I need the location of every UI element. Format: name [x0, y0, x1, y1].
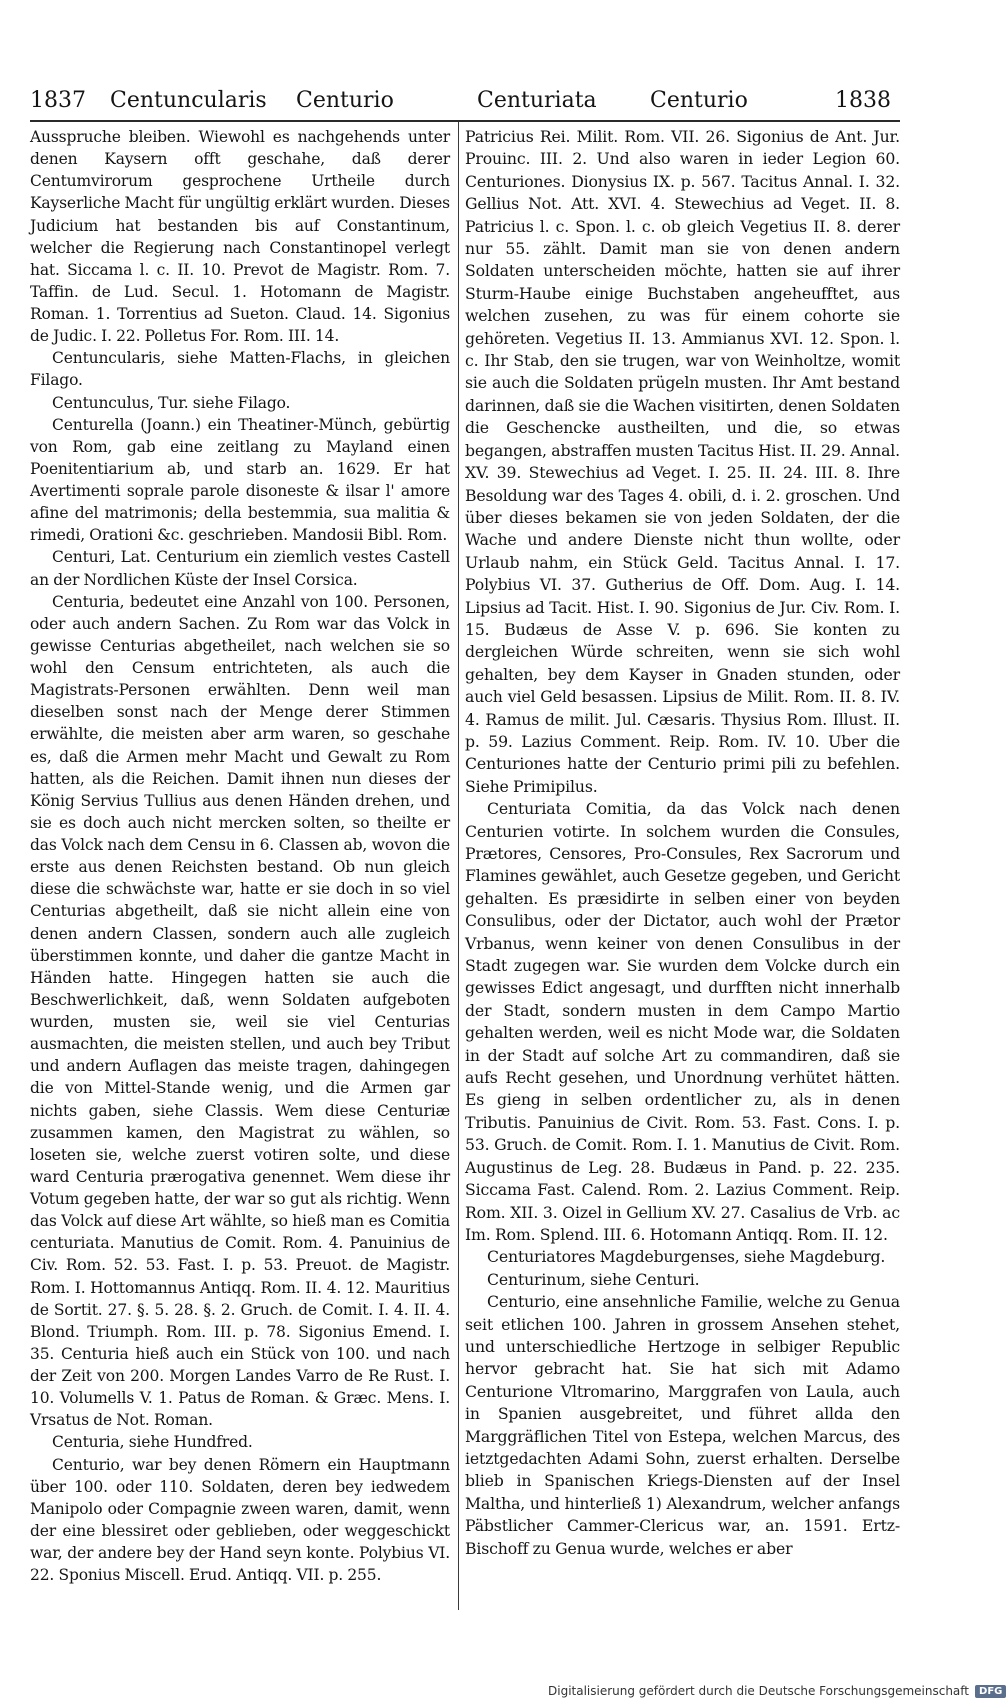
- right-column-entry: Patricius Rei. Milit. Rom. VII. 26. Sigonius de Ant. Jur. Prouinc. III. 2. Und also waren in ieder Legion 60. Centuriones. Dionysius IX. p. 567. Tacitus Annal. I. 32. Gellius Not. Att. XVI. 4. Stewechius ad Veget. II. 8. Patricius l. c. Spon. l. c. ob gleich Vegetius II. 8. derer nur 55. zählt. Damit man sie von denen andern Soldaten unterscheiden möchte, hatten sie auf ihrer Sturm-Haube einige Buchstaben angeheufftet, aus welchen zusehen, zu was für einem cohorte sie gehöreten. Vegetius II. 13. Ammianus XVI. 12. Spon. l. c. Ihr Stab, den sie trugen, war von Weinholtze, womit sie auch die Soldaten prügeln musten. Ihr Amt bestand darinnen, daß sie die Wachen visitirten, denen Soldaten die Geschencke austheilten, und die, so etwas begangen, abstraffen musten Tacitus Hist. II. 29. Annal. XV. 39. Stewechius ad Veget. I. 25. II. 24. III. 8. Ihre Besoldung war des Tages 4. obili, d. i. 2. groschen. Und über dieses bekamen sie von jeden Soldaten, der die Wache und andere Dienste nicht thun wollte, oder Urlaub nahm, ein Stück Geld. Tacitus Annal. I. 17. Polybius VI. 37. Gutherius de Off. Dom. Aug. I. 14. Lipsius ad Tacit. Hist. I. 90. Sigonius de Jur. Civ. Rom. I. 15. Budæus de Asse V. p. 696. Sie konten zu dergleichen Würde schreiten, wenn sie sich wohl gehalten, bey dem Kayser in Gnaden stunden, oder auch viel Geld besassen. Lipsius de Milit. Rom. II. 8. IV. 4. Ramus de milit. Jul. Cæsaris. Thysius Rom. Illust. II. p. 59. Lazius Comment. Reip. Rom. IV. 10. Uber die Centuriones hatte der Centurio primi pili zu befehlen. Siehe Primipilus.: [465, 127, 900, 796]
- footer-credit: [548, 1684, 1003, 1702]
- right-column: [465, 126, 900, 1560]
- column-divider: [458, 122, 459, 1610]
- left-column-entry: Centuria, siehe Hundfred.: [52, 1433, 253, 1452]
- left-column-entry: Centuria, bedeutet eine Anzahl von 100. Personen, oder auch andern Sachen. Zu Rom war das Volck in gewisse Centurias abgetheilet, nach welchen sie so wohl den Censum entrichteten, als auch die Magistrats-Personen erwählten. Denn weil man dieselben sonst nach der Menge derer Stimmen erwählte, die meisten aber arm waren, so geschahe es, daß die Armen mehr Macht und Gewalt zu Rom hatten, als die Reichen. Damit ihnen nun dieses der König Servius Tullius aus denen Händen drehen, und sie es doch auch nicht mercken solten, so theilte er das Volck nach dem Censu in 6. Classen ab, wovon die erste aus denen Reichsten bestand. Ob nun gleich diese die schwächste war, hatte er sie doch in so viel Centurias abgetheilt, daß sie nicht allein eine von denen andern Classen, sondern auch alle zugleich überstimmen konnte, und daher die gantze Macht in Händen hatte. Hingegen hatten sie auch die Beschwerlichkeit, daß, wenn Soldaten aufgeboten wurden, musten sie, weil sie viel Centurias ausmachten, die meisten stellen, und auch bey Tribut und andern Auflagen das meiste tragen, dahingegen die von Mittel-Stande wenig, und die Armen gar nichts gaben, siehe Classis. Wem diese Centuriæ zusammen kamen, den Magistrat zu wählen, so loseten sie, welche zuerst votiren solte, und diese ward Centuria prærogativa genennet. Wem diese ihr Votum gegeben hatte, der war so gut als richtig. Wenn das Volck auf diese Art wählte, so hieß man es Comitia centuriata. Manutius de Comit. Rom. 4. Panuinius de Civ. Rom. 52. 53. Fast. I. p. 53. Preuot. de Magistr. Rom. I. Hottomannus Antiqq. Rom. II. 4. 12. Mauritius de Sortit. 27. §. 5. 28. §. 2. Gruch. de Comit. I. 4. II. 4. Blond. Triumph. Rom. III. p. 78. Sigonius Emend. I. 35. Centuria hieß auch ein Stück von 100. und nach der Zeit von 200. Morgen Landes Varro de Re Rust. I. 10. Volumells V. 1. Patus de Roman. & Græc. Mens. I. Vrsatus de Not. Roman.: [30, 592, 450, 1430]
- right-column-entry: Centuriata Comitia, da das Volck nach denen Centurien votirte. In solchem wurden die Consules, Prætores, Censores, Pro-Consules, Rex Sacrorum und Flamines gewählet, auch Gesetze gegeben, und Gericht gehalten. Es præsidirte in selben einer von beyden Consulibus, oder der Dictator, auch wohl der Prætor Vrbanus, wenn keiner von denen Consulibus in der Stadt zugegen war. Sie wurden dem Volcke durch ein gewisses Edict angesagt, und durfften nicht innerhalb der Stadt, sondern musten in dem Campo Martio gehalten werden, weil es nicht Mode war, die Soldaten in der Stadt auf solche Art zu commandiren, daß sie aufs Recht gesehen, und Unordnung verhütet hätten. Es gieng in selben ordentlicher zu, als in denen Tributis. Panuinius de Civit. Rom. 53. Fast. Cons. I. p. 53. Gruch. de Comit. Rom. I. 1. Manutius de Civit. Rom. Augustinus de Leg. 28. Budæus in Pand. p. 22. 235. Siccama Fast. Calend. Rom. 2. Lazius Comment. Reip. Rom. XII. 3. Oizel in Gellium XV. 27. Casalius de Vrb. ac Im. Rom. Splend. III. 6. Hotomann Antiqq. Rom. II. 12.: [465, 799, 900, 1244]
- footer-text: Digitalisierung gefördert durch die Deutsche Forschungsgemeinschaft: [548, 1684, 970, 1698]
- header-word-1: Centuncularis: [110, 88, 267, 113]
- left-column-entry: Centurio, war bey denen Römern ein Hauptmann über 100. oder 110. Soldaten, deren bey iedwedem Manipolo oder Compagnie zween waren, damit, wenn der eine blessiret oder geblieben, oder weggeschickt war, der andere bey der Hand seyn konte. Polybius VI. 22. Sponius Miscell. Erud. Antiqq. VII. p. 255.: [30, 1455, 450, 1585]
- page-number-right: 1838: [835, 88, 891, 113]
- header-word-2: Centurio: [296, 88, 394, 113]
- dfg-logo-icon: DFG: [975, 1685, 1006, 1698]
- right-column-entry: Centuriatores Magdeburgenses, siehe Magdeburg.: [487, 1247, 886, 1267]
- left-column-entry: Centuncularis, siehe Matten-Flachs, in gleichen Filago.: [30, 349, 450, 390]
- header-word-4: Centurio: [650, 88, 748, 113]
- header-word-3: Centuriata: [477, 88, 597, 113]
- header-rule: [30, 120, 900, 122]
- left-column-entry: Centuri, Lat. Centurium ein ziemlich vestes Castell an der Nordlichen Küste der Insel Corsica.: [30, 548, 450, 589]
- right-column-entry: Centurio, eine ansehnliche Familie, welche zu Genua seit etlichen 100. Jahren in grossem Ansehen stehet, und unterschiedliche Hertzoge in selbiger Republic hervor gebracht hat. Sie hat sich mit Adamo Centurione Vltromarino, Marggrafen von Laula, auch in Spanien ausgebreitet, und führet allda den Marggräflichen Titel von Estepa, welchen Marcus, des ietztgedachten Adami Sohn, zuerst erhalten. Derselbe blieb in Spanischen Kriegs-Diensten auf der Insel Maltha, und hinterließ 1) Alexandrum, welcher anfangs Päbstlicher Cammer-Clericus war, an. 1591. Ertz-Bischoff zu Genua wurde, welches er aber: [465, 1292, 900, 1558]
- left-column-entry: Centurella (Joann.) ein Theatiner-Münch, gebürtig von Rom, gab eine zeitlang zu Mayland einen Poenitentiarium ab, und starb an. 1629. Er hat Avertimenti soprale parole disoneste & ilsar l' amore afine del matrimonis; della bestemmia, sua malitia & rimedi, Orationi &c. geschrieben. Mandosii Bibl. Rom.: [30, 415, 450, 545]
- left-column-entry: Centunculus, Tur. siehe Filago.: [52, 393, 291, 412]
- right-column-entry: Centurinum, siehe Centuri.: [487, 1269, 700, 1289]
- page-number-left: 1837: [30, 88, 86, 113]
- page-header: [30, 88, 900, 124]
- left-column-entry: Ausspruche bleiben. Wiewohl es nachgehends unter denen Kaysern offt geschahe, daß derer Centumvirorum gesprochene Urtheile durch Kayserliche Macht für ungültig erklärt wurden. Dieses Judicium hat bestanden bis auf Constantinum, welcher die Regierung nach Constantinopel verlegt hat. Siccama l. c. II. 10. Prevot de Magistr. Rom. 7. Taffin. de Lud. Secul. 1. Hotomann de Magistr. Roman. 1. Torrentius ad Sueton. Claud. 14. Sigonius de Judic. I. 22. Polletus For. Rom. III. 14.: [30, 128, 450, 346]
- left-column: [30, 126, 450, 1586]
